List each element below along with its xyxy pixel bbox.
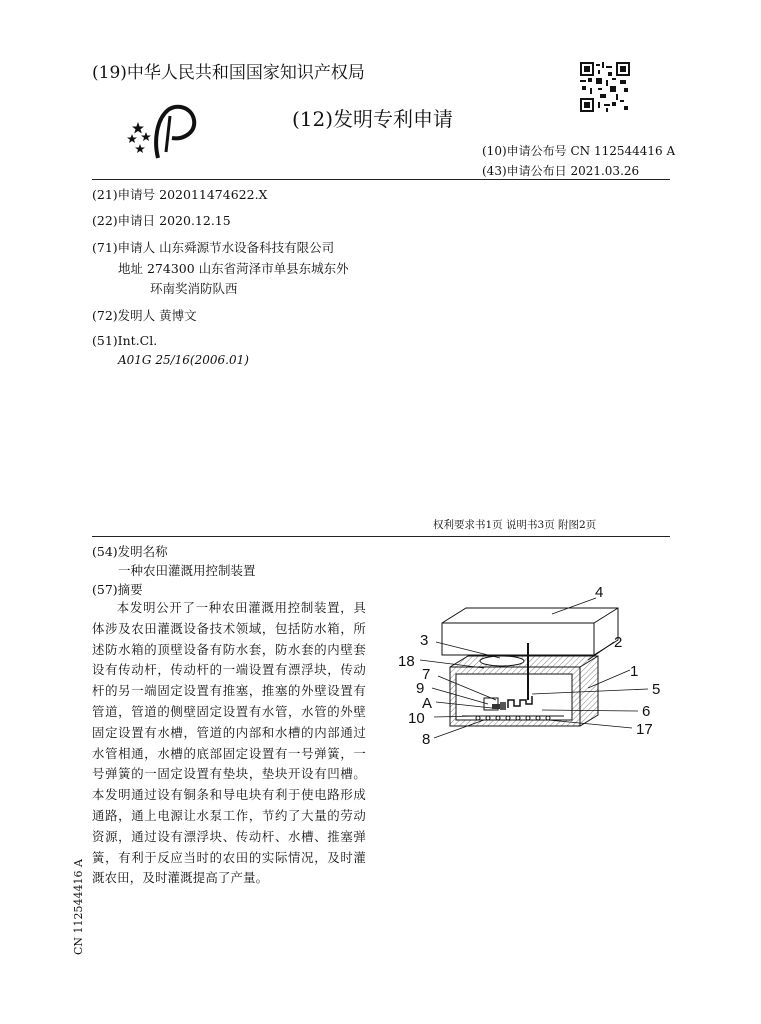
ipc-classification: A01G 25/16(2006.01) xyxy=(118,353,249,367)
abstract-label: (57)摘要 xyxy=(92,582,143,597)
fig-label-4: 4 xyxy=(595,584,604,601)
fig-label-9: 9 xyxy=(416,680,425,697)
abstract-text: 本发明公开了一种农田灌溉用控制装置，具体涉及农田灌溉设备技术领域，包括防水箱，所述防水箱的顶壁设备有防水套，防水套的内壁套设有传动杆，传动杆的一端设置有漂浮块，传动杆的另一端固定设置有推塞，推塞的外壁设置有管道，管道的侧壁固定设置有水管，水管的外壁固定设置有水槽，管道的内部和水槽的内部通过水管相通，水槽的底部固定设置有一号弹簧，一号弹簧的一固定设置有垫块，垫块开设有凹槽。本发明通过设有铜条和导电块有利于使电路形成通路，通上电源让水泵工作，节约了大量的劳动资源，通过设有漂浮块、传动杆、水槽、推塞弹簧，有利于反应当时的农田的实际情况，及时灌溉农田，及时灌溉提高了产量。 xyxy=(92,600,366,886)
cnipa-emblem-icon xyxy=(124,102,200,160)
side-publication-number: CN 112544416 A xyxy=(72,859,85,955)
address-line-2: 环南奖消防队西 xyxy=(150,281,238,296)
inventor: (72)发明人 黄博文 xyxy=(92,308,197,323)
int-cl-label: (51)Int.Cl. xyxy=(92,333,158,348)
document-type: (12)发明专利申请 xyxy=(292,107,454,131)
fig-label-18: 18 xyxy=(398,653,415,670)
publication-date: (43)申请公布日 2021.03.26 xyxy=(482,164,640,178)
representative-figure xyxy=(392,578,692,753)
fig-label-6: 6 xyxy=(642,703,651,720)
header-divider xyxy=(92,179,670,180)
title-label: (54)发明名称 xyxy=(92,544,168,559)
fig-label-a: A xyxy=(422,695,433,712)
address-line-1: 地址 274300 山东省菏泽市单县东城东外 xyxy=(118,261,349,276)
fig-label-7: 7 xyxy=(422,666,431,683)
office-name: (19)中华人民共和国国家知识产权局 xyxy=(92,63,365,83)
fig-label-8: 8 xyxy=(422,731,431,748)
page-counts: 权利要求书1页 说明书3页 附图2页 xyxy=(433,519,597,531)
fig-label-10: 10 xyxy=(408,710,425,727)
fig-label-3: 3 xyxy=(420,632,429,649)
fig-label-2: 2 xyxy=(614,634,623,651)
applicant: (71)申请人 山东舜源节水设备科技有限公司 xyxy=(92,240,335,255)
body-divider xyxy=(92,536,670,537)
invention-title: 一种农田灌溉用控制装置 xyxy=(118,563,256,578)
qr-code xyxy=(580,62,630,112)
fig-label-1: 1 xyxy=(630,663,639,680)
fig-label-5: 5 xyxy=(652,681,661,698)
application-date: (22)申请日 2020.12.15 xyxy=(92,213,231,228)
fig-label-17: 17 xyxy=(636,721,653,738)
application-number: (21)申请号 202011474622.X xyxy=(92,187,268,202)
publication-number: (10)申请公布号 CN 112544416 A xyxy=(482,144,676,158)
